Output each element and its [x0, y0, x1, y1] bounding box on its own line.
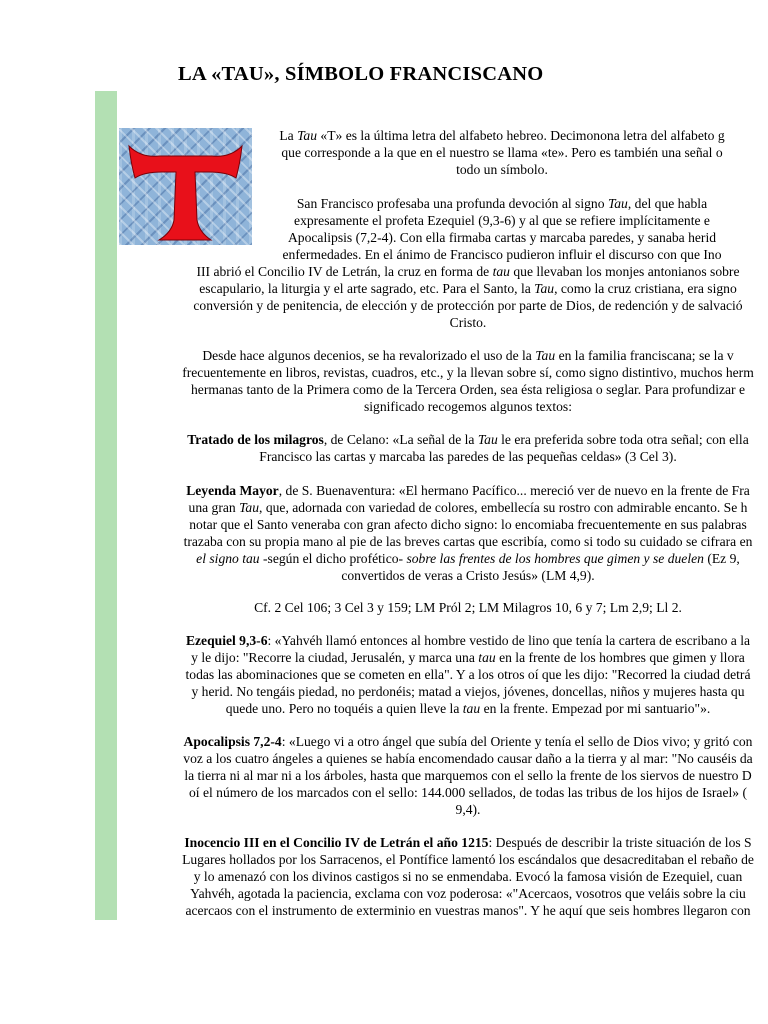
apocalipsis-line-1: : «Luego vi a otro ángel que subía del Oriente y tenía el sello de Dios vivo; y gritó con — [281, 734, 753, 749]
intro-paragraph — [152, 127, 768, 178]
leyenda-line-4: trazaba con su propia mano al pie de las breves cartas que escribía, como si todo su cuidado se cifrara en — [183, 534, 753, 549]
inocencio-line-4: Yahvéh, agotada la paciencia, exclama con voz poderosa: «"Acercaos, vosotros que veláis sobre la ciu — [190, 886, 746, 901]
cf-references — [98, 599, 768, 616]
tratado-line-1b: le era preferida sobre toda otra señal; con ella — [501, 432, 749, 447]
ezequiel-line-5b: en la frente. Empezad por mi santuario"». — [483, 701, 711, 716]
leyenda-line-5c: sobre las frentes de los hombres que gimen y se duelen — [406, 551, 704, 566]
francisco-line-1b: , del que habla — [627, 196, 708, 211]
leyenda-line-5d: (Ez 9, — [703, 551, 740, 566]
decenios-line-1b: en la familia franciscana; se la v — [558, 348, 734, 363]
inocencio-line-5: acercaos con el instrumento de exterminio en vuestras manos". Y he aquí que seis hombres llegaron con — [185, 903, 751, 918]
intro-line-3: todo un símbolo. — [456, 162, 548, 177]
francisco-paragraph-cont — [98, 263, 768, 331]
francisco-line-7: conversión y de penitencia, de elección y de protección por parte de Dios, de redención y de salvació — [193, 298, 743, 313]
apocalipsis-heading: Apocalipsis 7,2-4 — [183, 734, 282, 749]
decenios-line-2: frecuentemente en libros, revistas, cuadros, etc., y la llevan sobre sí, como signo distintivo, muchos herm — [182, 365, 754, 380]
leyenda-word-tau: Tau — [239, 500, 260, 515]
leyenda-line-2a: una gran — [188, 500, 236, 515]
ezequiel-line-1: : «Yahvéh llamó entonces al hombre vestido de lino que tenía la cartera de escribano a la — [267, 633, 751, 648]
leyenda-line-6: convertidos de veras a Cristo Jesús» (LM 4,9). — [341, 568, 595, 583]
inocencio-heading: Inocencio III en el Concilio IV de Letrán el año 1215 — [184, 835, 489, 850]
apocalipsis-paragraph — [98, 733, 768, 818]
francisco-word-tau-3: Tau — [534, 281, 555, 296]
tratado-line-1a: , de Celano: «La señal de la — [323, 432, 475, 447]
ezequiel-word-tau-2: tau — [462, 701, 481, 716]
inocencio-paragraph — [98, 834, 768, 919]
leyenda-line-1: , de S. Buenaventura: «El hermano Pacífico... mereció ver de nuevo en la frente de Fra — [278, 483, 750, 498]
francisco-word-tau-2: tau — [492, 264, 510, 279]
apocalipsis-line-4: oí el número de los marcados con el sello: 144.000 sellados, de todas las tribus de los hijos de Israel» ( — [189, 785, 747, 800]
apocalipsis-line-2: voz a los cuatro ángeles a quienes se había encomendado causar daño a la tierra y al mar: "No causéis da — [183, 751, 753, 766]
tratado-paragraph — [98, 431, 768, 465]
inocencio-line-3: y lo amenazó con los divinos castigos si no se enmendaba. Evocó la famosa visión de Ezequiel, cuan — [193, 869, 743, 884]
ezequiel-line-2b: en la frente de los hombres que gimen y llora — [499, 650, 745, 665]
leyenda-line-3: notar que el Santo veneraba con gran afecto dicho signo: lo encomiaba frecuentemente en sus palabras — [189, 517, 747, 532]
francisco-line-3: Apocalipsis (7,2-4). Con ella firmaba cartas y marcaba paredes, y sanaba herid — [287, 230, 717, 245]
leyenda-line-2b: , que, adornada con variedad de colores, embellecía su rostro con admirable encanto. Se h — [259, 500, 748, 515]
francisco-line-1a: San Francisco profesaba una profunda devoción al signo — [296, 196, 605, 211]
tratado-word-tau: Tau — [477, 432, 498, 447]
ezequiel-line-3: todas las abominaciones que se cometen en ella". Y a los otros oí que les dijo: "Recorred la ciudad detrá — [185, 667, 751, 682]
francisco-line-2: expresamente el profeta Ezequiel (9,3-6) y al que se refiere implícitamente e — [294, 213, 710, 228]
francisco-line-4: enfermedades. En el ánimo de Francisco pudieron influir el discurso con que Ino — [282, 247, 722, 262]
leyenda-paragraph — [98, 482, 768, 584]
ezequiel-line-5a: quede uno. Pero no toquéis a quien lleve la — [225, 701, 460, 716]
apocalipsis-line-5: 9,4). — [455, 802, 481, 817]
ezequiel-heading: Ezequiel 9,3-6 — [185, 633, 268, 648]
ezequiel-line-4: y herid. No tengáis piedad, no perdonéis; matad a viejos, jóvenes, doncellas, niños y mujeres hasta qu — [191, 684, 745, 699]
ezequiel-paragraph — [98, 632, 768, 717]
intro-line-1: «T» es la última letra del alfabeto hebreo. Decimonona letra del alfabeto g — [320, 128, 725, 143]
francisco-line-8: Cristo. — [449, 315, 487, 330]
tratado-line-2: Francisco las cartas y marcaba las paredes de las pequeñas celdas» (3 Cel 3). — [259, 449, 677, 464]
leyenda-line-5a: el signo tau — [196, 551, 260, 566]
decenios-line-4: significado recogemos algunos textos: — [363, 399, 572, 414]
francisco-line-5b: que llevaban los monjes antonianos sobre — [513, 264, 740, 279]
francisco-line-5a: III abrió el Concilio IV de Letrán, la cruz en forma de — [196, 264, 490, 279]
leyenda-line-5b: -según el dicho profético- — [259, 551, 407, 566]
intro-line-2: que corresponde a la que en el nuestro se llama «te». Pero es también una señal o — [281, 145, 723, 160]
page-title: LA «TAU», SÍMBOLO FRANCISCANO — [178, 63, 544, 85]
ezequiel-line-2a: y le dijo: "Recorre la ciudad, Jerusalén, y marca una — [191, 650, 475, 665]
francisco-line-6: escapulario, la liturgia y el arte sagrado, etc. Para el Santo, la — [199, 281, 531, 296]
inocencio-line-1: : Después de describir la triste situación de los S — [488, 835, 752, 850]
decenios-line-3: hermanas tanto de la Primera como de la Tercera Orden, sea ésta religiosa o seglar. Para profundizar e — [190, 382, 746, 397]
ezequiel-word-tau: tau — [478, 650, 496, 665]
intro-word-la: La — [279, 128, 294, 143]
decenios-word-tau: Tau — [535, 348, 556, 363]
leyenda-heading: Leyenda Mayor — [186, 483, 279, 498]
francisco-paragraph — [152, 195, 768, 263]
francisco-word-tau: Tau — [607, 196, 628, 211]
apocalipsis-line-3: la tierra ni al mar ni a los árboles, hasta que marquemos con el sello la frente de los siervos de nuestro D — [184, 768, 752, 783]
intro-word-tau: Tau — [297, 128, 317, 143]
francisco-line-6b: , como la cruz cristiana, era signo — [554, 281, 737, 296]
tratado-heading: Tratado de los milagros — [187, 432, 324, 447]
inocencio-line-2: Lugares hollados por los Sarracenos, el Pontífice lamentó los escándalos que desacreditaban el rebaño de — [182, 852, 754, 867]
decenios-line-1a: Desde hace algunos decenios, se ha revalorizado el uso de la — [202, 348, 532, 363]
cf-line: Cf. 2 Cel 106; 3 Cel 3 y 159; LM Pról 2; LM Milagros 10, 6 y 7; Lm 2,9; Ll 2. — [254, 600, 682, 615]
decenios-paragraph — [98, 347, 768, 415]
